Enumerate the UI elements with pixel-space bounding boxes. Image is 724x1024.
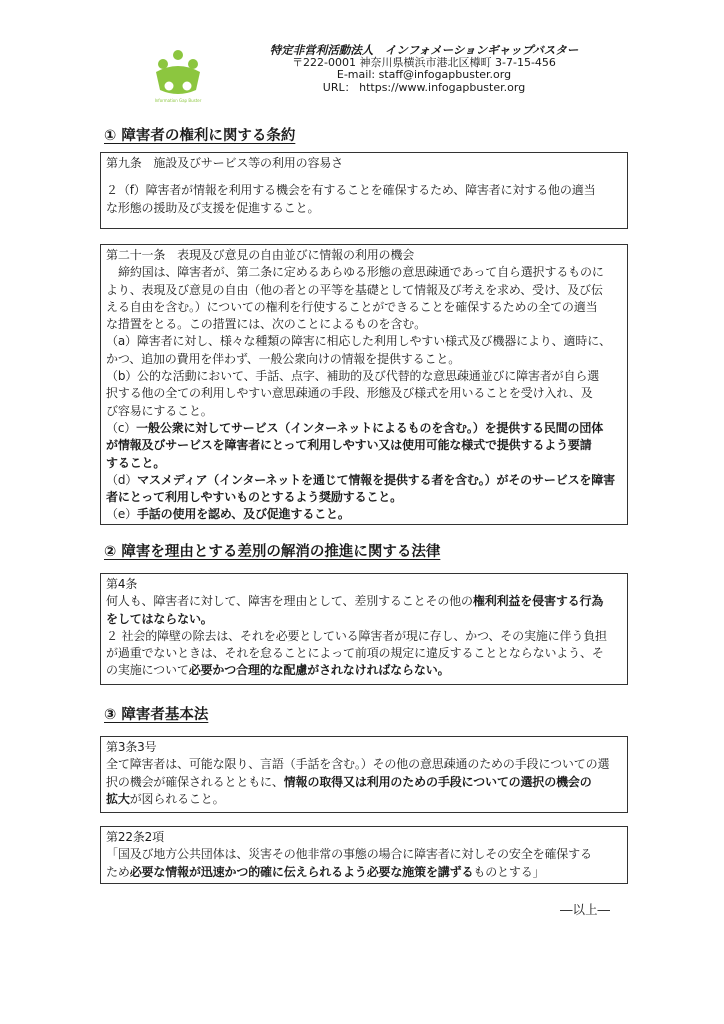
organization-info (246, 44, 602, 94)
article-line (106, 791, 622, 808)
bold-text: 手話の使用を認め、及び促進すること。 (136, 507, 350, 522)
article-box-21 (100, 244, 628, 525)
article-line: 択する他の全ての利用しやすい意思疎通の手段、形態及び様式を用いることを受け入れ、及 (106, 386, 593, 401)
article-line (106, 593, 622, 610)
article-line: ２ 社会的障壁の除去は、それを必要としている障害者が現に存し、かつ、その実施に伴う負担 (106, 628, 607, 643)
article-line: な措置をとる。この措置には、次のことによるものを含む。 (106, 317, 426, 332)
letterhead (152, 44, 602, 108)
item-prefix: （e） (106, 507, 137, 522)
item-prefix: （d） (106, 472, 138, 487)
article-heading: 第3条3号 (106, 740, 157, 754)
article-line (106, 472, 622, 489)
article-line: が情報及びサービスを障害者にとって利用しやすい又は使用可能な様式で提供するよう要請 (106, 438, 592, 453)
article-line (106, 864, 622, 881)
section-title-basic-act: ③ 障害者基本法 (104, 707, 209, 723)
section-title-crpd: ① 障害者の権利に関する条約 (104, 128, 296, 144)
organization-url: URL： https://www.infogapbuster.org (322, 80, 526, 94)
bold-text: 拡大 (106, 791, 130, 806)
article-line: をしてはならない。 (106, 611, 213, 626)
organization-address: 〒222-0001 神奈川県横浜市港北区樽町 3-7-15-456 (292, 55, 556, 69)
article-line: 者にとって利用しやすいものとするよう奨励すること。 (106, 490, 403, 505)
organization-name: 特定非営利活動法人 インフォメーションギャップバスター (269, 43, 579, 57)
article-heading: 第九条 施設及びサービス等の利用の容易さ (106, 156, 344, 170)
item-prefix: （c） (106, 420, 137, 435)
article-line: 全て障害者は、可能な限り、言語（手話を含む。）その他の意思疎通のための手段についての選 (106, 757, 610, 772)
text: 択の機会が確保されるとともに、 (106, 774, 284, 789)
article-line: より、表現及び意見の自由（他の者との平等を基礎として情報及び考えを求め、受け、及び伝 (106, 282, 603, 297)
article-line: 「国及び地方公共団体は、災害その他非常の事態の場合に障害者に対しその安全を確保する (106, 847, 592, 862)
article-line (106, 420, 622, 437)
bold-text: マスメディア（インターネットを通じて情報を提供する者を含む。）がそのサービスを障害 (137, 472, 615, 487)
bold-text: 一般公衆に対してサービス（インターネットによるものを含む。）を提供する民間の団体 (136, 420, 604, 435)
article-line (106, 506, 622, 523)
article-line: （a）障害者に対し、様々な種類の障害に相応した利用しやすい様式及び機器により、適時に、 (106, 334, 611, 349)
article-heading: 第22条2項 (106, 830, 165, 844)
text: が図られること。 (129, 791, 225, 806)
article-line: が過重でないときは、それを怠ることによって前項の規定に違反することとならないよう、そ (106, 646, 604, 661)
article-line: な形態の援助及び支援を促進すること。 (106, 200, 320, 215)
article-line (106, 774, 622, 791)
article-box-4 (100, 573, 628, 685)
article-box-3-3 (100, 736, 628, 813)
bold-text: 必要かつ合理的な配慮がされなければならない。 (188, 663, 450, 678)
logo-text: Information Gap Buster (154, 98, 202, 103)
article-line: 締約国は、障害者が、第二条に定めるあらゆる形態の意思疎通であって自ら選択するものに (118, 265, 604, 280)
article-box-22-2 (100, 826, 628, 884)
article-line: かつ、追加の費用を伴わず、一般公衆向けの情報を提供すること。 (106, 351, 461, 366)
article-line: すること。 (106, 455, 166, 470)
bold-text: 権利利益を侵害する行為 (472, 594, 604, 609)
article-heading: 第二十一条 表現及び意見の自由並びに情報の利用の機会 (106, 248, 415, 262)
bold-text: 情報の取得又は利用のための手段についての選択の機会の (283, 774, 592, 789)
text: ものとする」 (473, 864, 545, 879)
article-line: （b）公的な活動において、手話、点字、補助的及び代替的な意思疎通並びに障害者が自ら選 (106, 369, 600, 384)
organization-logo-icon (152, 48, 204, 104)
article-line: ２（f）障害者が情報を利用する機会を有することを確保するため、障害者に対する他の適当 (106, 183, 596, 198)
article-heading: 第4条 (106, 577, 138, 591)
text: 何人も、障害者に対して、障害を理由として、差別することその他の (106, 594, 473, 609)
organization-email: E-mail: staff@infogapbuster.org (336, 68, 512, 81)
text: の実施について (106, 663, 189, 678)
closing-mark: ―以上― (560, 902, 611, 917)
article-box-9 (100, 152, 628, 229)
text: ため (106, 864, 130, 879)
section-title-discrimination-act: ② 障害を理由とする差別の解消の推進に関する法律 (104, 544, 441, 560)
article-line: び容易にすること。 (106, 403, 213, 418)
article-line (106, 662, 622, 679)
bold-text: 必要な情報が迅速かつ的確に伝えられるよう必要な施策を講ずる (129, 864, 474, 879)
article-line: える自由を含む。）についての権利を行使することができることを確保するための全ての適当 (106, 299, 598, 314)
